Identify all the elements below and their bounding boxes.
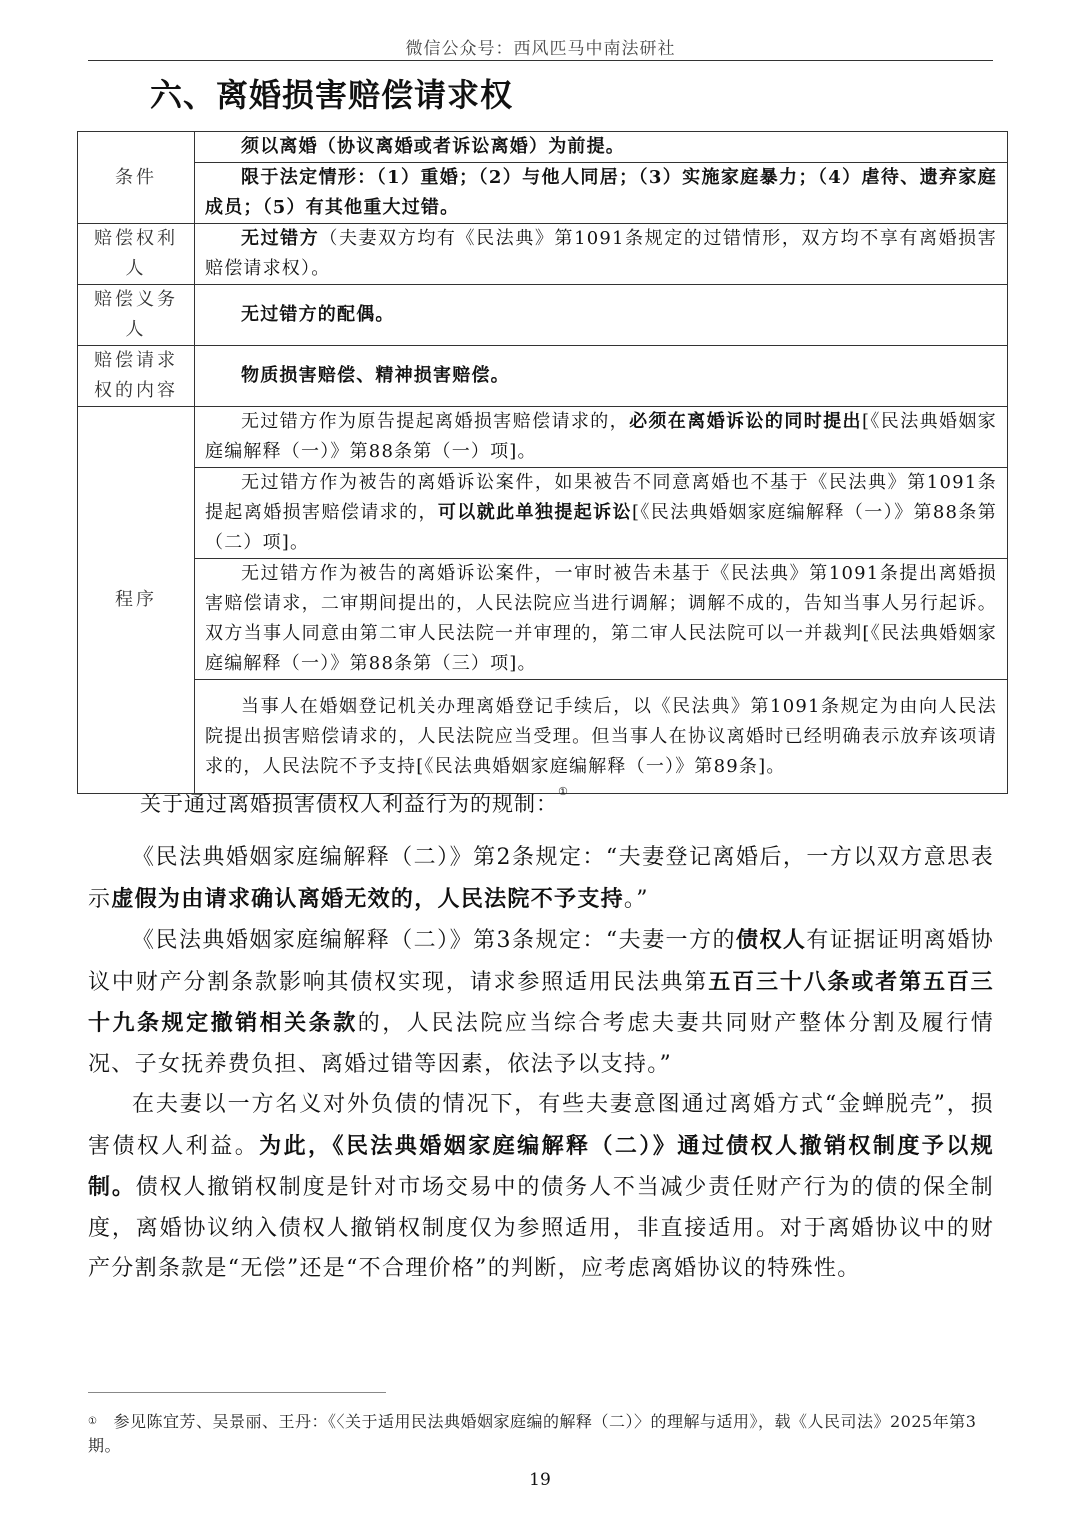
body-text — [88, 838, 994, 1290]
procedure-item-3: 无过错方作为被告的离婚诉讼案件，一审时被告未基于《民法典》第1091条提出离婚损害赔偿请求，二审期间提出的，人民法院应当进行调解；调解不成的，告知当事人另行起诉。双方当事人同意由第二审人民法院一并审理的，第二审人民法院可以一并裁判[《民法典婚姻家庭编解释（一）》第88条第（三）项]。 — [195, 559, 1008, 680]
body-paragraph-2: 《民法典婚姻家庭编解释（二）》第3条规定：“夫妻一方的债权人有证据证明离婚协议中财产分割条款影响其债权实现，请求参照适用民法典第五百三十八条或者第五百三十九条规定撤销相关条款的，人民法院应当综合考虑夫妻共同财产整体分割及履行情况、子女抚养费负担、离婚过错等因素，依法予以支持。” — [88, 927, 994, 1077]
right-holder-content: 无过错方（夫妻双方均有《民法典》第1091条规定的过错情形，双方均不享有离婚损害赔偿请求权）。 — [195, 224, 1008, 285]
footnote — [88, 1410, 994, 1458]
footnote-text: 参见陈宜芳、吴景丽、王丹：《〈关于适用民法典婚姻家庭编的解释（二）〉的理解与适用》，载《人民司法》2025年第3期。 — [88, 1412, 977, 1455]
conditions-row-1: 须以离婚（协议离婚或者诉讼离婚）为前提。 — [195, 132, 1008, 163]
page-number: 19 — [529, 1470, 551, 1490]
label-claim-content: 赔偿请求权的内容 — [78, 346, 195, 407]
label-conditions: 条件 — [78, 132, 195, 224]
claim-content: 物质损害赔偿、精神损害赔偿。 — [195, 346, 1008, 407]
conditions-row-2: 限于法定情形：（1）重婚；（2）与他人同居；（3）实施家庭暴力；（4）虐待、遗弃家庭成员；（5）有其他重大过错。 — [195, 163, 1008, 224]
footnote-ref-mark[interactable]: ① — [558, 785, 569, 798]
procedure-item-1: 无过错方作为原告提起离婚损害赔偿请求的，必须在离婚诉讼的同时提出[《民法典婚姻家庭编解释（一）》第88条第（一）项]。 — [195, 407, 1008, 468]
label-obligor: 赔偿义务人 — [78, 285, 195, 346]
procedure-item-4: 当事人在婚姻登记机关办理离婚登记手续后，以《民法典》第1091条规定为由向人民法院提出损害赔偿请求的，人民法院应当受理。但当事人在协议离婚时已经明确表示放弃该项请求的，人民法院不予支持[《民法典婚姻家庭编解释（一）》第89条]。 — [195, 680, 1008, 794]
footnote-mark: ① — [88, 1416, 98, 1427]
divorce-damages-table — [77, 131, 1008, 794]
page-header — [88, 32, 993, 61]
header-text: 微信公众号：西风匹马中南法研社 — [405, 39, 676, 59]
label-right-holder: 赔偿权利人 — [78, 224, 195, 285]
label-procedure: 程序 — [78, 407, 195, 794]
paragraph-heading: 关于通过离婚损害债权人利益行为的规制：① — [140, 785, 569, 816]
body-paragraph-3: 在夫妻以一方名义对外负债的情况下，有些夫妻意图通过离婚方式“金蝉脱壳”，损害债权人利益。为此，《民法典婚姻家庭编解释（二）》通过债权人撤销权制度予以规制。债权人撤销权制度是针对市场交易中的债务人不当减少责任财产行为的债的保全制度，离婚协议纳入债权人撤销权制度仅为参照适用，非直接适用。对于离婚协议中的财产分割条款是“无偿”还是“不合理价格”的判断，应考虑离婚协议的特殊性。 — [88, 1092, 994, 1281]
procedure-item-2: 无过错方作为被告的离婚诉讼案件，如果被告不同意离婚也不基于《民法典》第1091条提起离婚损害赔偿请求的，可以就此单独提起诉讼[《民法典婚姻家庭编解释（一）》第88条第（二）项]。 — [195, 468, 1008, 559]
body-paragraph-1: 《民法典婚姻家庭编解释（二）》第2条规定：“夫妻登记离婚后，一方以双方意思表示虚假为由请求确认离婚无效的，人民法院不予支持。” — [88, 845, 994, 912]
section-title: 六、离婚损害赔偿请求权 — [150, 76, 514, 114]
footnote-divider — [88, 1392, 386, 1393]
obligor-content: 无过错方的配偶。 — [195, 285, 1008, 346]
